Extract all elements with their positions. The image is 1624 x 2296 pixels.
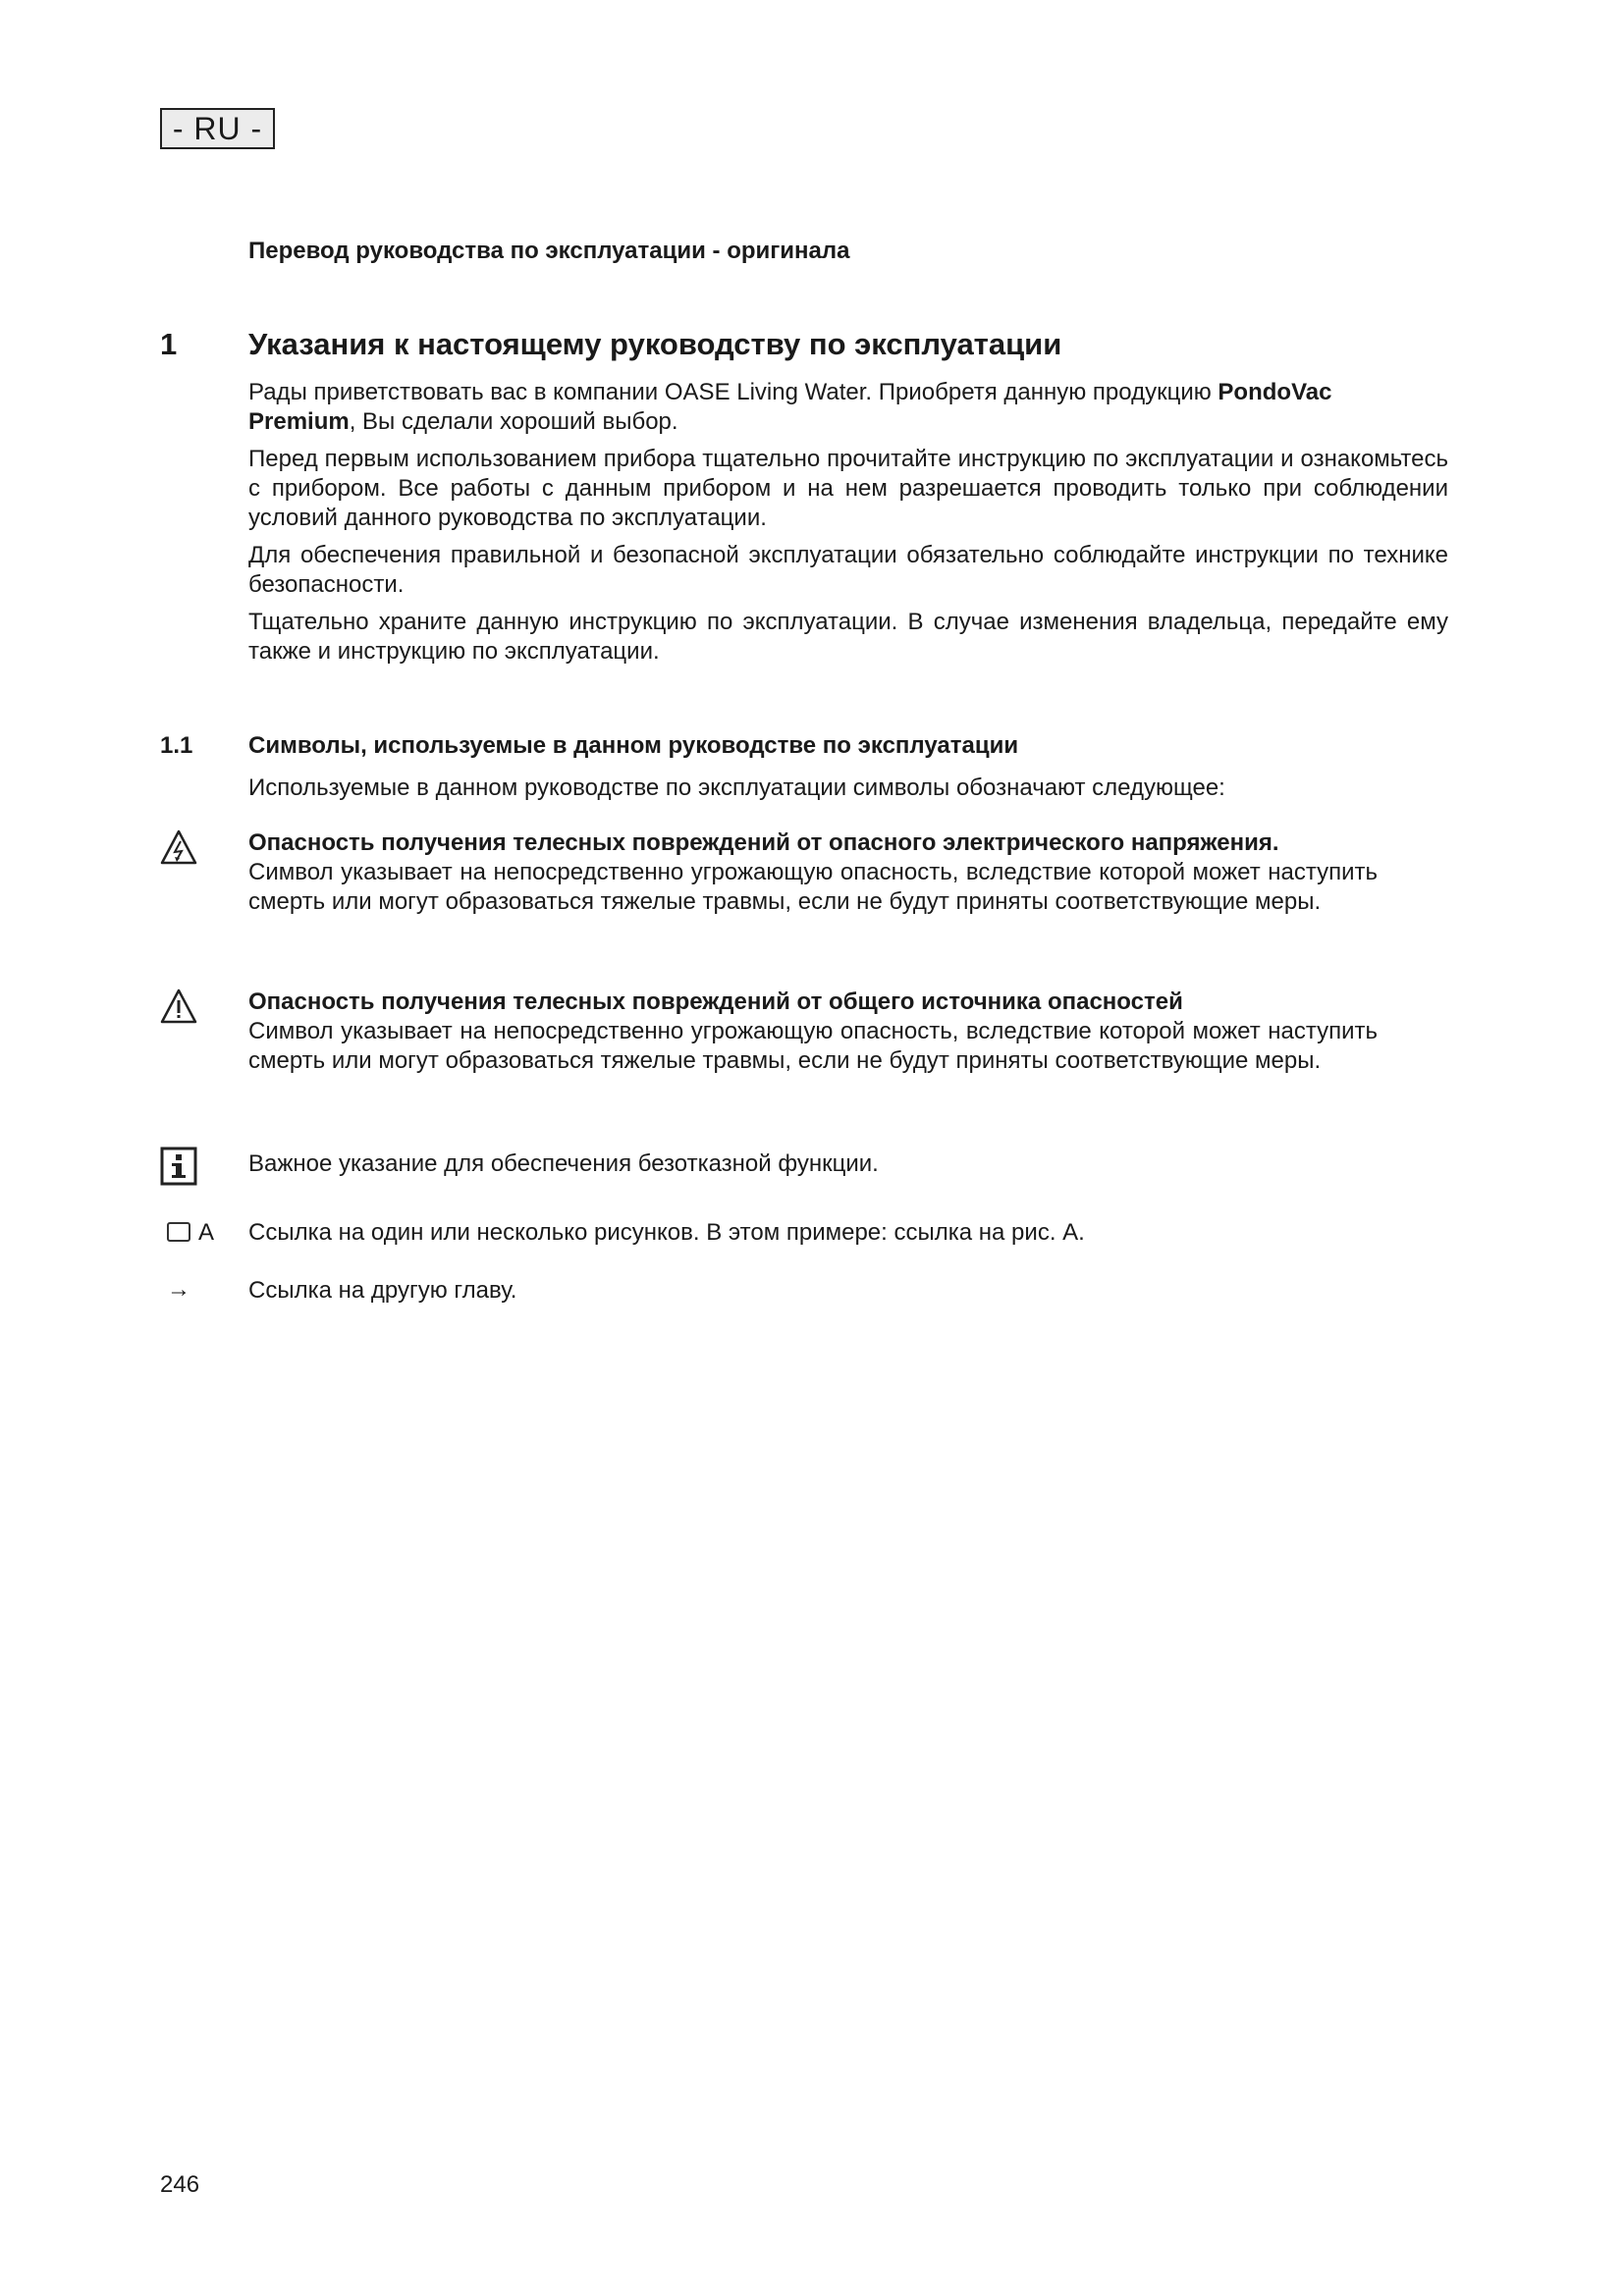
- symbol-title: Опасность получения телесных повреждений от общего источника опасностей: [248, 988, 1183, 1015]
- document-title: Перевод руководства по эксплуатации - оригинала: [248, 238, 850, 264]
- paragraph-read-manual: Перед первым использованием прибора тщательно прочитайте инструкцию по эксплуатации и ознакомьтесь с прибором. Все работы с данным прибором и на нем разрешается проводить только при соблюдении условий данного руководства по эксплуатации.: [248, 446, 1448, 531]
- info-icon: [160, 1147, 197, 1191]
- subsection-number: 1.1: [160, 732, 193, 759]
- section-number: 1: [160, 327, 178, 361]
- symbol-general-block: [248, 988, 1448, 1076]
- arrow-right-icon: →: [167, 1276, 190, 1303]
- info-note-text: Важное указание для обеспечения безотказной функции.: [248, 1150, 879, 1177]
- page-number: 246: [160, 2171, 200, 2198]
- section-intro: [248, 378, 1448, 667]
- chapter-reference-text: Ссылка на другую главу.: [248, 1277, 517, 1304]
- general-warning-icon: [160, 988, 197, 1029]
- paragraph-safety: Для обеспечения правильной и безопасной эксплуатации обязательно соблюдайте инструкции по технике безопасности.: [248, 542, 1448, 598]
- electric-warning-icon: [160, 829, 197, 870]
- symbols-intro: Используемые в данном руководстве по эксплуатации символы обозначают следующее:: [248, 774, 1225, 801]
- symbol-description: Символ указывает на непосредственно угрожающую опасность, вследствие которой может наступить смерть или могут образоваться тяжелые травмы, если не будут приняты соответствующие меры.: [248, 1018, 1378, 1074]
- symbol-description: Символ указывает на непосредственно угрожающую опасность, вследствие которой может наступить смерть или могут образоваться тяжелые травмы, если не будут приняты соответствующие меры.: [248, 859, 1378, 915]
- symbol-electric-block: [248, 828, 1448, 917]
- figure-reference-text: Ссылка на один или несколько рисунков. В этом примере: ссылка на рис. А.: [248, 1219, 1085, 1246]
- product-name: PondoVac: [1218, 379, 1332, 405]
- figure-reference-symbol: A: [167, 1218, 214, 1248]
- paragraph-welcome: Рады приветствовать вас в компании OASE Living Water. Приобретя данную продукцию PondoVac Premium, Вы сделали хороший выбор.: [248, 379, 1332, 435]
- paragraph-keep-manual: Тщательно храните данную инструкцию по эксплуатации. В случае изменения владельца, передайте ему также и инструкцию по эксплуатации.: [248, 609, 1448, 665]
- product-name-line2: Premium: [248, 408, 350, 435]
- language-badge: - RU -: [160, 108, 275, 149]
- subsection-title: Символы, используемые в данном руководстве по эксплуатации: [248, 732, 1019, 759]
- figure-icon: [167, 1222, 190, 1242]
- section-title: Указания к настоящему руководству по эксплуатации: [248, 327, 1062, 361]
- symbol-title: Опасность получения телесных повреждений от опасного электрического напряжения.: [248, 829, 1279, 856]
